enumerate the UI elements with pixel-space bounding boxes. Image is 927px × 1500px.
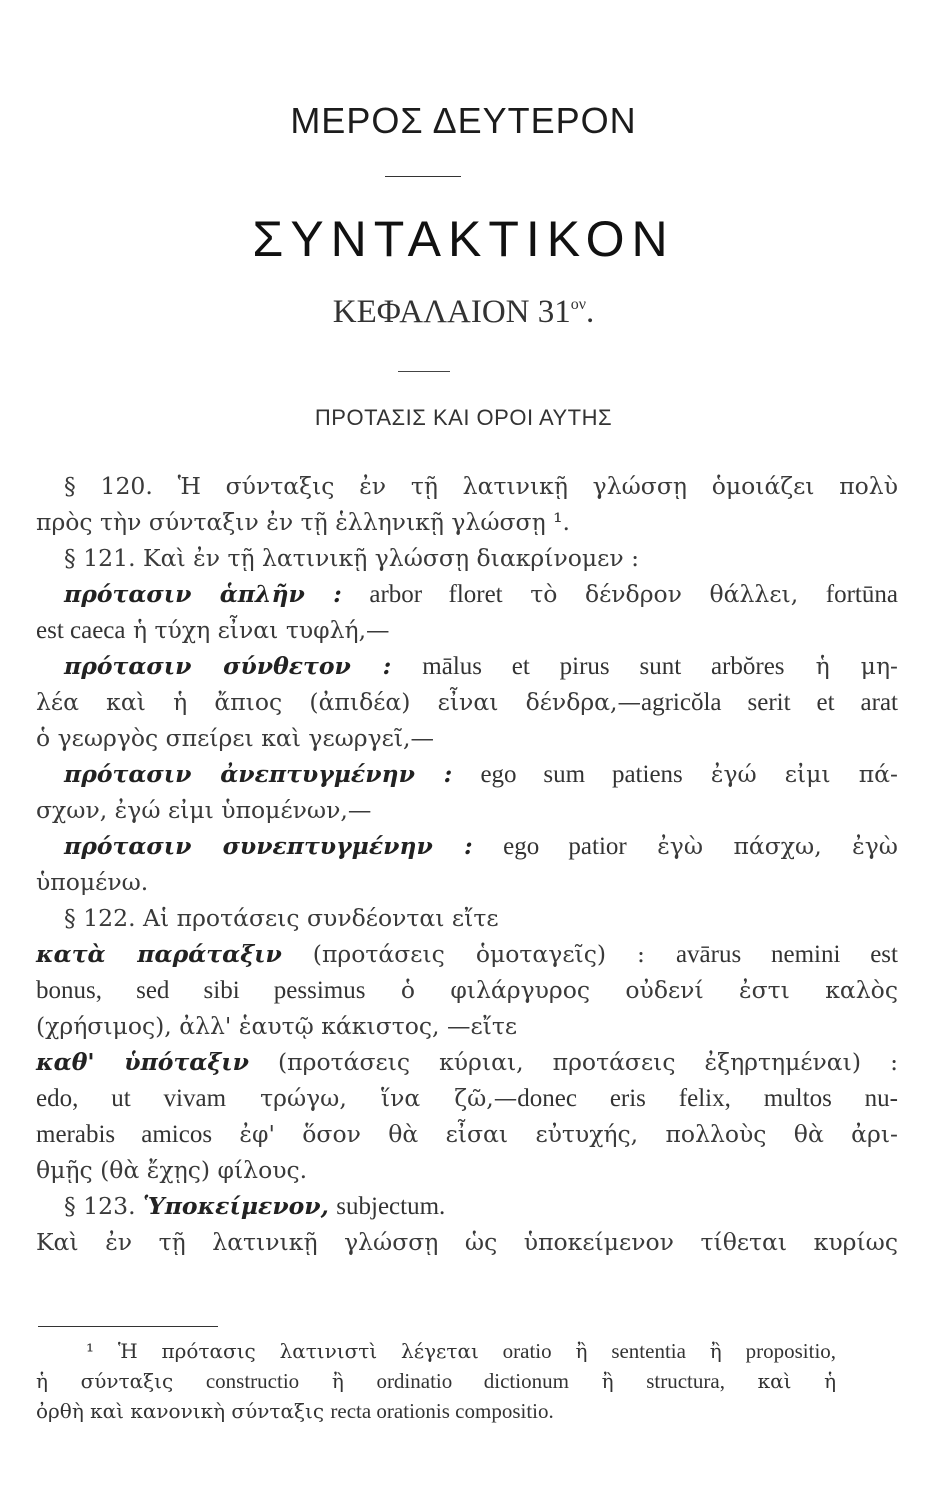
greek-phrase: τὸ δένδρον θάλλει,	[530, 580, 799, 608]
latin-phrase: ego sum patiens	[480, 761, 683, 788]
greek-phrase: ἐφ' ὅσον θὰ εἶσαι εὐτυχής, πολλοὺς θὰ ἀρι-	[239, 1120, 898, 1148]
text-line: ὑπομένω.	[36, 868, 149, 896]
chapter-title	[0, 294, 927, 331]
footnote-divider	[38, 1326, 218, 1327]
latin-phrase: agricŏla serit et arat	[641, 689, 898, 716]
latin-phrase: subjectum.	[336, 1193, 446, 1220]
part-title: ΜΕΡΟΣ ΔΕΥΤΕΡΟΝ	[290, 100, 637, 141]
text-line: ὁ γεωργὸς σπείρει καὶ γεωργεῖ,—	[36, 724, 435, 752]
text-line	[64, 756, 898, 792]
latin-phrase: fortūna	[825, 581, 898, 608]
latin-phrase: mālus et pirus sunt arbŏres	[422, 653, 785, 680]
greek-phrase: τρώγω, ἵνα ζῶ,—	[260, 1084, 518, 1112]
text-line	[64, 828, 898, 864]
latin-phrase: edo, ut vivam	[36, 1085, 227, 1112]
greek-phrase: ἢ	[601, 1369, 614, 1393]
term-parataxis: κατὰ παράταξιν	[36, 940, 282, 968]
text-line: πρὸς τὴν σύνταξιν ἐν τῇ ἑλληνικῇ γλώσσῃ ¹.	[36, 508, 571, 536]
chapter-suffix: ον	[570, 296, 586, 313]
chapter-label: ΚΕΦΑΛΑΙΟΝ 31	[332, 294, 571, 330]
greek-phrase: ὁ φιλάργυρος οὐδενί ἐστι καλὸς	[400, 976, 898, 1004]
text-line	[64, 648, 898, 684]
text-line	[36, 1044, 898, 1080]
greek-phrase: καὶ ἡ	[757, 1369, 837, 1393]
title-divider	[385, 176, 461, 177]
greek-phrase: ἢ	[709, 1339, 722, 1363]
greek-phrase: ἢ	[331, 1369, 344, 1393]
chapter-divider	[398, 371, 450, 372]
greek-phrase: ἐγώ εἰμι πά-	[710, 760, 898, 788]
latin-phrase: avārus nemini est	[675, 941, 898, 968]
footnote-line	[86, 1336, 836, 1366]
text-line: σχων, ἐγώ εἰμι ὑπομένων,—	[36, 796, 372, 824]
latin-phrase: constructio	[205, 1369, 300, 1393]
latin-phrase: structura,	[646, 1369, 725, 1393]
main-title: ΣΥΝΤΑΚΤΙΚΟΝ	[252, 211, 675, 267]
text-line: θμῇς (θὰ ἔχῃς) φίλους.	[36, 1156, 308, 1184]
term-expanded-sentence: πρότασιν ἀνεπτυγμένην :	[64, 760, 453, 788]
latin-phrase: propositio,	[745, 1339, 837, 1363]
latin-phrase: merabis amicos	[36, 1121, 213, 1148]
text-line	[36, 684, 898, 720]
text-line: (χρήσιμος), ἀλλ' ἑαυτῷ κάκιστος, —εἴτε	[36, 1012, 518, 1040]
greek-phrase: ἐγὼ πάσχω, ἐγὼ	[657, 832, 898, 860]
text-line	[36, 612, 898, 648]
latin-phrase: ordinatio dictionum	[376, 1369, 569, 1393]
text-line	[36, 1116, 898, 1152]
greek-phrase: (προτάσεις κύριαι, προτάσεις ἐξηρτημέναι) :	[278, 1048, 898, 1076]
latin-phrase: recta orationis compositio.	[330, 1399, 554, 1423]
latin-phrase: est caeca	[36, 617, 126, 644]
latin-phrase: oratio	[502, 1339, 552, 1363]
section-number: § 123.	[64, 1192, 136, 1220]
text-line: § 120. Ἡ σύνταξις ἐν τῇ λατινικῇ γλώσσῃ ὁμοιάζει πολὺ	[64, 472, 898, 500]
text-line: § 121. Καὶ ἐν τῇ λατινικῇ γλώσσῃ διακρίνομεν :	[64, 544, 639, 572]
latin-phrase: sententia	[611, 1339, 686, 1363]
term-subject: Ὑποκείμενον,	[143, 1192, 329, 1220]
greek-phrase: (προτάσεις ὁμοταγεῖς) :	[312, 940, 645, 968]
latin-phrase: bonus, sed sibi pessimus	[36, 977, 366, 1004]
text-line	[36, 936, 898, 972]
text-line	[64, 576, 898, 612]
text-line: Καὶ ἐν τῇ λατινικῇ γλώσσῃ ὡς ὑποκείμενον τίθεται κυρίως	[36, 1228, 898, 1256]
greek-phrase: ὀρθὴ καὶ κανονικὴ σύνταξις	[36, 1399, 325, 1423]
term-simple-sentence: πρότασιν ἁπλῆν :	[64, 580, 342, 608]
text-line	[36, 972, 898, 1008]
text-line	[64, 1188, 898, 1224]
latin-phrase: donec eris felix, multos nu-	[517, 1085, 899, 1112]
chapter-end: .	[586, 294, 595, 330]
greek-phrase: λέα καὶ ἡ ἄπιος (ἀπιδέα) εἶναι δένδρα,—	[36, 688, 642, 716]
text-line	[36, 1080, 898, 1116]
greek-phrase: ἡ τύχη εἶναι τυφλή,—	[133, 616, 390, 644]
latin-phrase: arbor floret	[369, 581, 503, 608]
section-title: ΠΡΟΤΑΣΙΣ ΚΑΙ ΟΡΟΙ ΑΥΤΗΣ	[314, 405, 613, 430]
greek-phrase: ¹ Ἡ πρότασις λατινιστὶ λέγεται	[86, 1339, 479, 1363]
term-hypotaxis: καθ' ὑπόταξιν	[36, 1048, 249, 1076]
greek-phrase: ἡ σύνταξις	[36, 1369, 174, 1393]
footnote-line	[36, 1396, 836, 1426]
greek-phrase: ἡ μη-	[815, 652, 898, 680]
text-line: § 122. Αἱ προτάσεις συνδέονται εἴτε	[64, 904, 499, 932]
footnote-line	[36, 1366, 836, 1396]
term-contracted-sentence: πρότασιν συνεπτυγμένην :	[64, 832, 473, 860]
latin-phrase: ego patior	[503, 833, 627, 860]
greek-phrase: ἢ	[575, 1339, 588, 1363]
term-compound-sentence: πρότασιν σύνθετον :	[64, 652, 392, 680]
